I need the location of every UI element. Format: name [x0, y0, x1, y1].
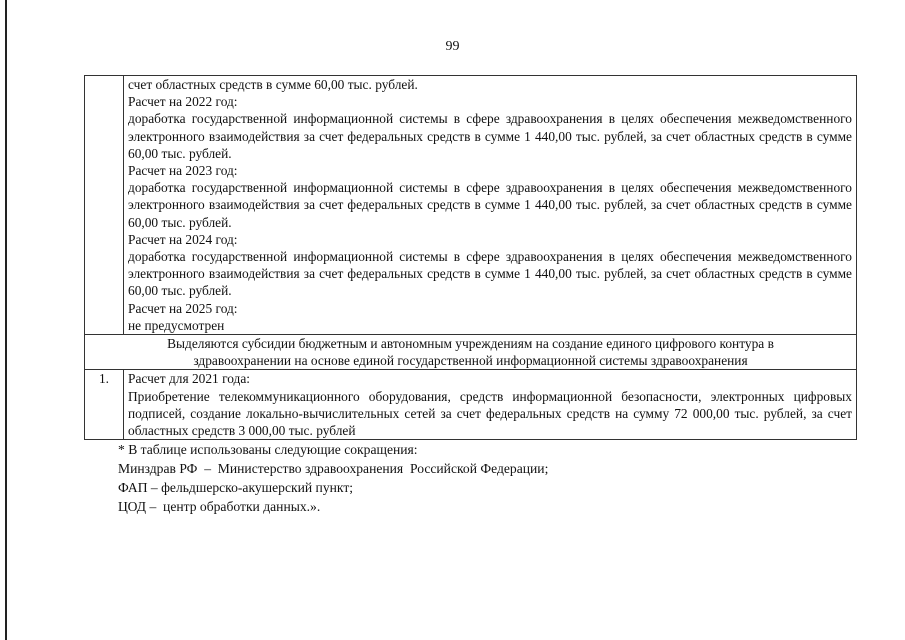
row-text-cell	[124, 76, 857, 335]
page-number: 99	[445, 39, 460, 54]
row-number-cell: 1.	[85, 370, 124, 440]
footnote-line: ФАП – фельдшерско-акушерский пункт;	[118, 480, 354, 495]
section-header-line: Выделяются субсидии бюджетным и автономным учреждениям на создание единого цифрового контура в	[167, 336, 774, 352]
budget-table	[84, 75, 857, 440]
section-header-row	[85, 335, 857, 370]
paragraph: доработка государственной информационной системы в сфере здравоохранения в целях обеспечения межведомственного электронного взаимодействия за счет федеральных средств в сумме 1 440,00 тыс. рублей, за счет областных средств в сумме 60,00 тыс. рублей.	[128, 111, 852, 161]
footnote-line: Минздрав РФ – Министерство здравоохранения Российской Федерации;	[118, 461, 549, 476]
section-header-line: здравоохранении на основе единой государственной информационной системы здравоохранения	[193, 353, 748, 369]
footnote-line: * В таблице использованы следующие сокращения:	[118, 442, 418, 457]
section-header-cell	[85, 335, 857, 370]
calculation-heading: Расчет для 2021 года:	[128, 371, 251, 387]
paragraph: доработка государственной информационной системы в сфере здравоохранения в целях обеспечения межведомственного электронного взаимодействия за счет федеральных средств в сумме 1 440,00 тыс. рублей, за счет областных средств в сумме 60,00 тыс. рублей.	[128, 180, 852, 230]
paragraph: Приобретение телекоммуникационного оборудования, средств информационной безопасности, электронных цифровых подписей, создание локально-вычислительных сетей за счет федеральных средств на сумму 72 000,00 тыс. рублей, за счет областных средств 3 000,00 тыс. рублей	[128, 388, 852, 439]
scan-left-edge	[5, 0, 7, 640]
table-row	[85, 76, 857, 335]
footnotes	[118, 440, 548, 516]
paragraph: доработка государственной информационной системы в сфере здравоохранения в целях обеспечения межведомственного электронного взаимодействия за счет федеральных средств в сумме 1 440,00 тыс. рублей, за счет областных средств в сумме 60,00 тыс. рублей.	[128, 249, 852, 299]
calculation-heading: Расчет на 2023 год:	[128, 163, 238, 179]
calculation-heading: Расчет на 2022 год:	[128, 94, 238, 110]
calculation-heading: счет областных средств в сумме 60,00 тыс. рублей.	[128, 77, 418, 92]
calculation-heading: Расчет на 2024 год:	[128, 231, 238, 247]
calculation-heading: Расчет на 2025 год:	[128, 300, 238, 316]
table-row	[85, 370, 857, 440]
calculation-heading: не предусмотрен	[128, 317, 225, 333]
row-number-cell	[85, 76, 124, 335]
footnote-line: ЦОД – центр обработки данных.».	[118, 499, 321, 514]
row-text-cell	[124, 370, 857, 440]
